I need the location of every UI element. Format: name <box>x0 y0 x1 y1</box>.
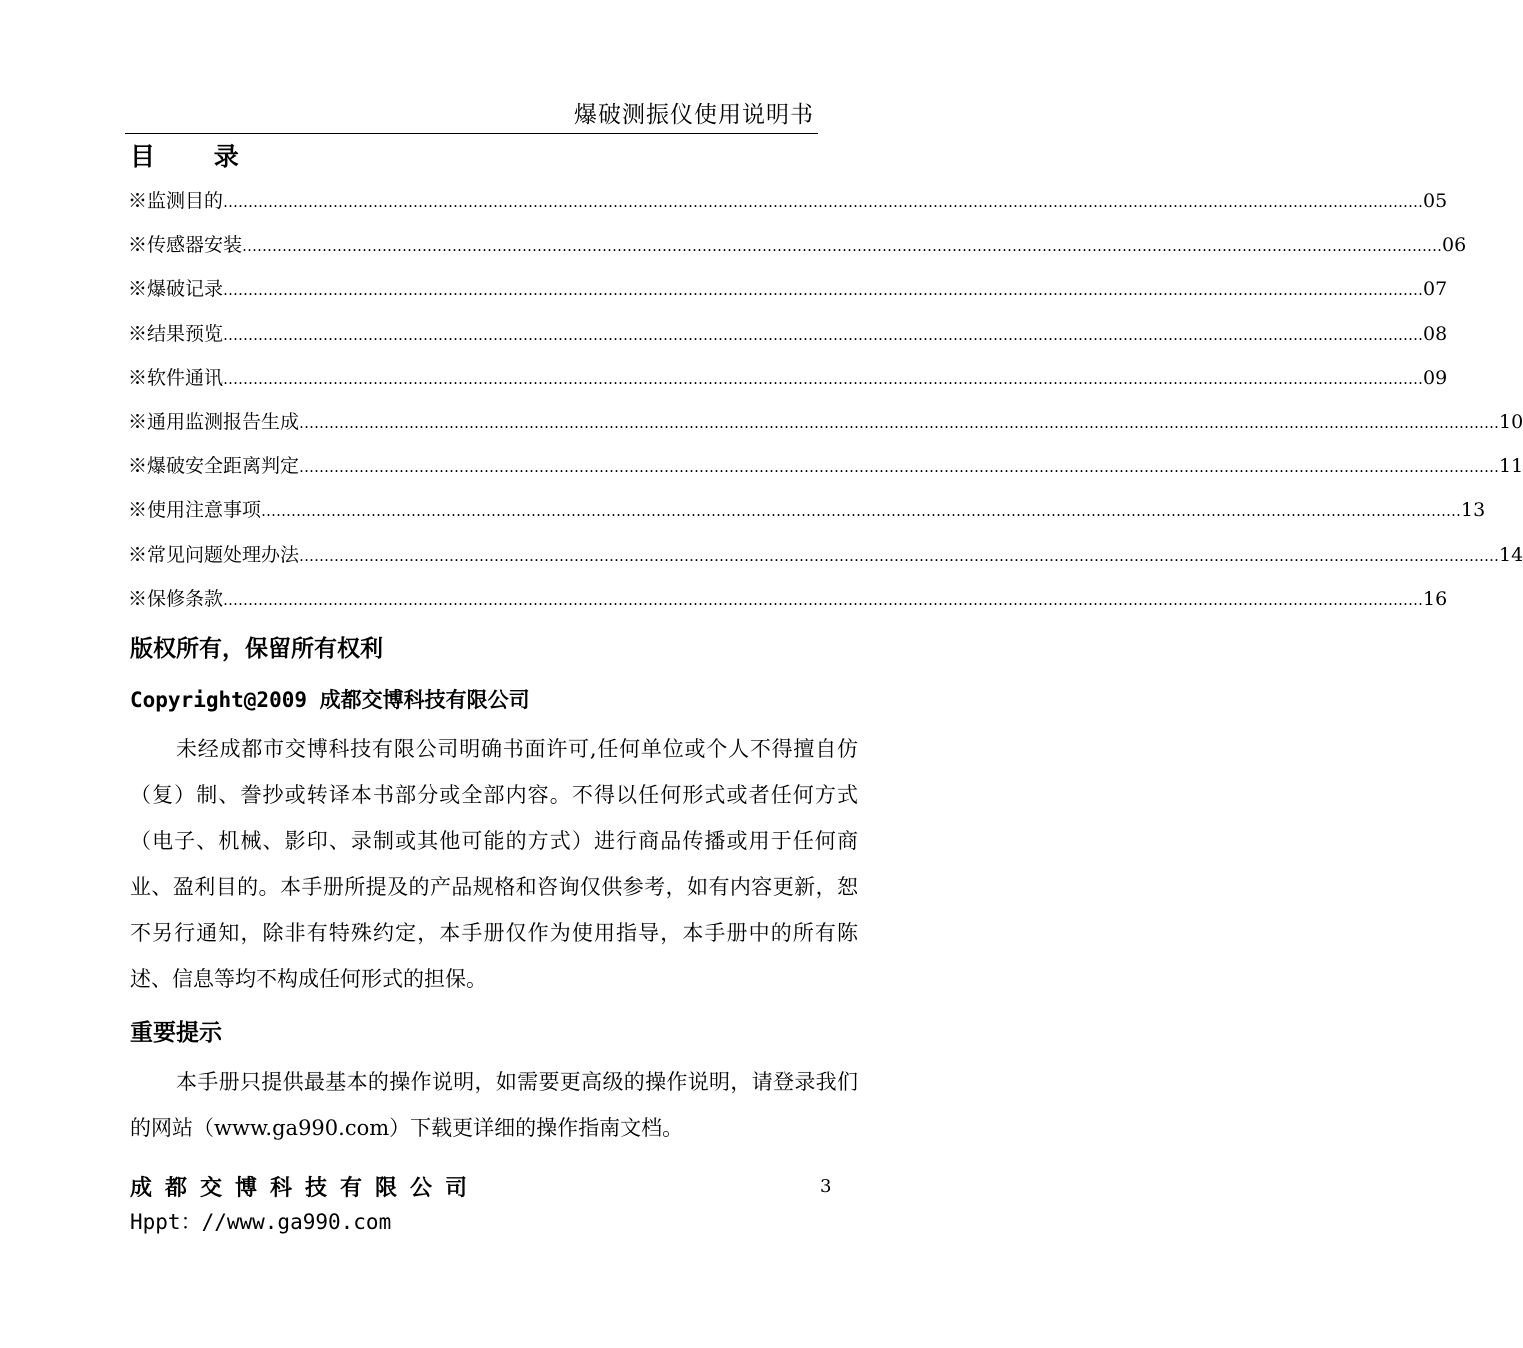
toc-item-label: ※通用监测报告生成 <box>128 410 300 433</box>
toc-leader-dots: …………………………………………………………………………………………………………………………………………………………………………………………………………………… <box>299 413 1500 432</box>
toc-item-page: 13 <box>1461 499 1486 522</box>
toc-leader-dots: …………………………………………………………………………………………………………………………………………………………………………………………………………………… <box>223 369 1424 388</box>
toc-item-label: ※爆破记录 <box>128 278 224 301</box>
toc-item-page: 14 <box>1499 543 1523 566</box>
toc-item <box>128 230 1467 274</box>
footer-company-name: 成都交博科技有限公司 <box>130 1176 481 1201</box>
notice-title: 重要提示 <box>130 1020 222 1046</box>
toc-item-label: ※常见问题处理办法 <box>128 543 300 566</box>
footer-website: Hppt：//www.ga990.com <box>130 1210 392 1234</box>
toc-leader-dots: …………………………………………………………………………………………………………………………………………………………………………………………………………………… <box>242 237 1443 256</box>
toc-item-page: 05 <box>1423 190 1448 212</box>
toc-leader-dots: …………………………………………………………………………………………………………………………………………………………………………………………………………………… <box>223 193 1424 211</box>
toc-item-page: 07 <box>1423 278 1448 301</box>
toc-leader-dots: …………………………………………………………………………………………………………………………………………………………………………………………………………………… <box>223 281 1424 300</box>
page-number: 3 <box>820 1176 832 1197</box>
toc-item-page: 11 <box>1499 455 1523 478</box>
document-header-title: 爆破测振仪使用说明书 <box>574 102 814 128</box>
toc-leader-dots: …………………………………………………………………………………………………………………………………………………………………………………………………………………… <box>223 590 1424 609</box>
notice-paragraph: 本手册只提供最基本的操作说明，如需要更高级的操作说明，请登录我们的网站（www.ga990.com）下载更详细的操作指南文档。 <box>130 1070 858 1140</box>
copyright-paragraph: 未经成都市交博科技有限公司明确书面许可,任何单位或个人不得擅自仿（复）制、誊抄或转译本书部分或全部内容。不得以任何形式或者任何方式（电子、机械、影印、录制或其他可能的方式）进行商品传播或用于任何商业、盈利目的。本手册所提及的产品规格和咨询仅供参考，如有内容更新，恕不另行通知，除非有特殊约定，本手册仅作为使用指导，本手册中的所有陈述、信息等均不构成任何形式的担保。 <box>130 737 858 991</box>
toc-leader-dots: …………………………………………………………………………………………………………………………………………………………………………………………………………………… <box>261 502 1462 521</box>
toc-item <box>128 363 1448 407</box>
toc-leader-dots: …………………………………………………………………………………………………………………………………………………………………………………………………………………… <box>299 458 1500 477</box>
toc-item <box>128 407 1523 451</box>
toc-item-page: 10 <box>1499 410 1523 433</box>
copyright-line: Copyright@2009 成都交博科技有限公司 <box>130 688 530 712</box>
toc-item-label: ※传感器安装 <box>128 234 243 257</box>
toc-leader-dots: …………………………………………………………………………………………………………………………………………………………………………………………………………………… <box>223 325 1424 344</box>
copyright-title: 版权所有，保留所有权利 <box>130 636 383 662</box>
toc-heading: 目 录 <box>130 142 239 171</box>
toc-item-label: ※使用注意事项 <box>128 499 262 522</box>
toc-item-page: 09 <box>1423 366 1448 389</box>
toc-item-label: ※监测目的 <box>128 190 224 212</box>
toc-item-label: ※软件通讯 <box>128 366 224 389</box>
toc-item <box>128 451 1523 495</box>
toc-item-label: ※结果预览 <box>128 322 224 345</box>
header-divider <box>125 133 818 134</box>
toc-item-page: 08 <box>1423 322 1448 345</box>
toc-leader-dots: …………………………………………………………………………………………………………………………………………………………………………………………………………………… <box>299 546 1500 565</box>
toc-item-label: ※爆破安全距离判定 <box>128 455 300 478</box>
table-of-contents <box>128 186 1523 628</box>
toc-item <box>128 540 1523 584</box>
toc-item-page: 06 <box>1442 234 1467 257</box>
toc-item <box>128 319 1448 363</box>
toc-item <box>128 495 1486 539</box>
toc-item <box>128 186 1448 230</box>
toc-item-label: ※保修条款 <box>128 587 224 610</box>
toc-item <box>128 274 1448 318</box>
toc-item <box>128 584 1448 628</box>
toc-item-page: 16 <box>1423 587 1448 610</box>
